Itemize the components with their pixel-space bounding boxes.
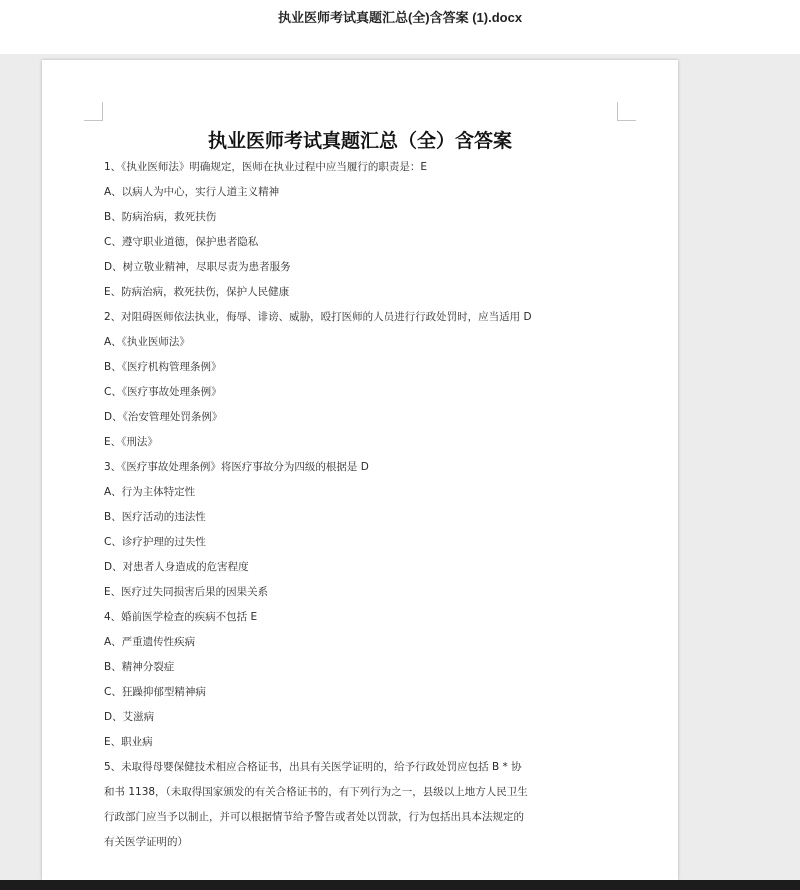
document-line: A、严重遗传性疾病 xyxy=(104,636,196,648)
document-line: 4、婚前医学检查的疾病不包括 E xyxy=(104,611,258,623)
document-viewer[interactable] xyxy=(0,54,800,880)
document-page xyxy=(42,60,678,880)
document-line: 2、对阻碍医师依法执业，侮辱、诽谤、威胁，殴打医师的人员进行行政处罚时，应当适用 D xyxy=(104,311,532,323)
document-line: E、防病治病，救死扶伤，保护人民健康 xyxy=(104,286,290,298)
document-line: E、职业病 xyxy=(104,736,153,748)
document-line: 5、未取得母婴保健技术相应合格证书，出具有关医学证明的，给予行政处罚应包括 B * 协 xyxy=(104,761,522,773)
bottom-bar xyxy=(0,880,800,890)
document-line: C、诊疗护理的过失性 xyxy=(104,536,206,548)
document-line: D、《治安管理处罚条例》 xyxy=(104,411,223,423)
document-line: 和书 1138，（未取得国家颁发的有关合格证书的，有下列行为之一，县级以上地方人民卫生 xyxy=(104,786,528,798)
document-line: B、《医疗机构管理条例》 xyxy=(104,361,222,373)
document-line: D、对患者人身造成的危害程度 xyxy=(104,561,249,573)
document-line: E、《刑法》 xyxy=(104,436,158,448)
document-title: 执业医师考试真题汇总（全）含答案 xyxy=(207,130,512,152)
title-bar xyxy=(0,0,800,54)
document-line: C、《医疗事故处理条例》 xyxy=(104,386,222,398)
document-line: 3、《医疗事故处理条例》将医疗事故分为四级的根据是 D xyxy=(104,461,369,473)
document-line: D、艾滋病 xyxy=(104,711,155,723)
file-title: 执业医师考试真题汇总(全)含答案 (1).docx xyxy=(277,10,523,25)
document-body xyxy=(104,160,624,860)
document-line: A、以病人为中心，实行人道主义精神 xyxy=(104,186,280,198)
document-line: B、防病治病，救死扶伤 xyxy=(104,211,217,223)
document-line: B、精神分裂症 xyxy=(104,661,175,673)
crop-mark-top-left xyxy=(84,102,103,121)
document-line: 1、《执业医师法》明确规定，医师在执业过程中应当履行的职责是：E xyxy=(104,161,428,173)
document-line: A、行为主体特定性 xyxy=(104,486,196,498)
document-line: A、《执业医师法》 xyxy=(104,336,190,348)
document-line: B、医疗活动的违法性 xyxy=(104,511,206,523)
crop-mark-top-right xyxy=(617,102,636,121)
document-line: 有关医学证明的） xyxy=(104,836,188,848)
document-line: E、医疗过失同损害后果的因果关系 xyxy=(104,586,269,598)
document-line: C、狂躁抑郁型精神病 xyxy=(104,686,206,698)
document-line: 行政部门应当予以制止，并可以根据情节给予警告或者处以罚款，行为包括出具本法规定的 xyxy=(104,811,524,823)
document-line: D、树立敬业精神，尽职尽责为患者服务 xyxy=(104,261,291,273)
document-line: C、遵守职业道德，保护患者隐私 xyxy=(104,236,259,248)
